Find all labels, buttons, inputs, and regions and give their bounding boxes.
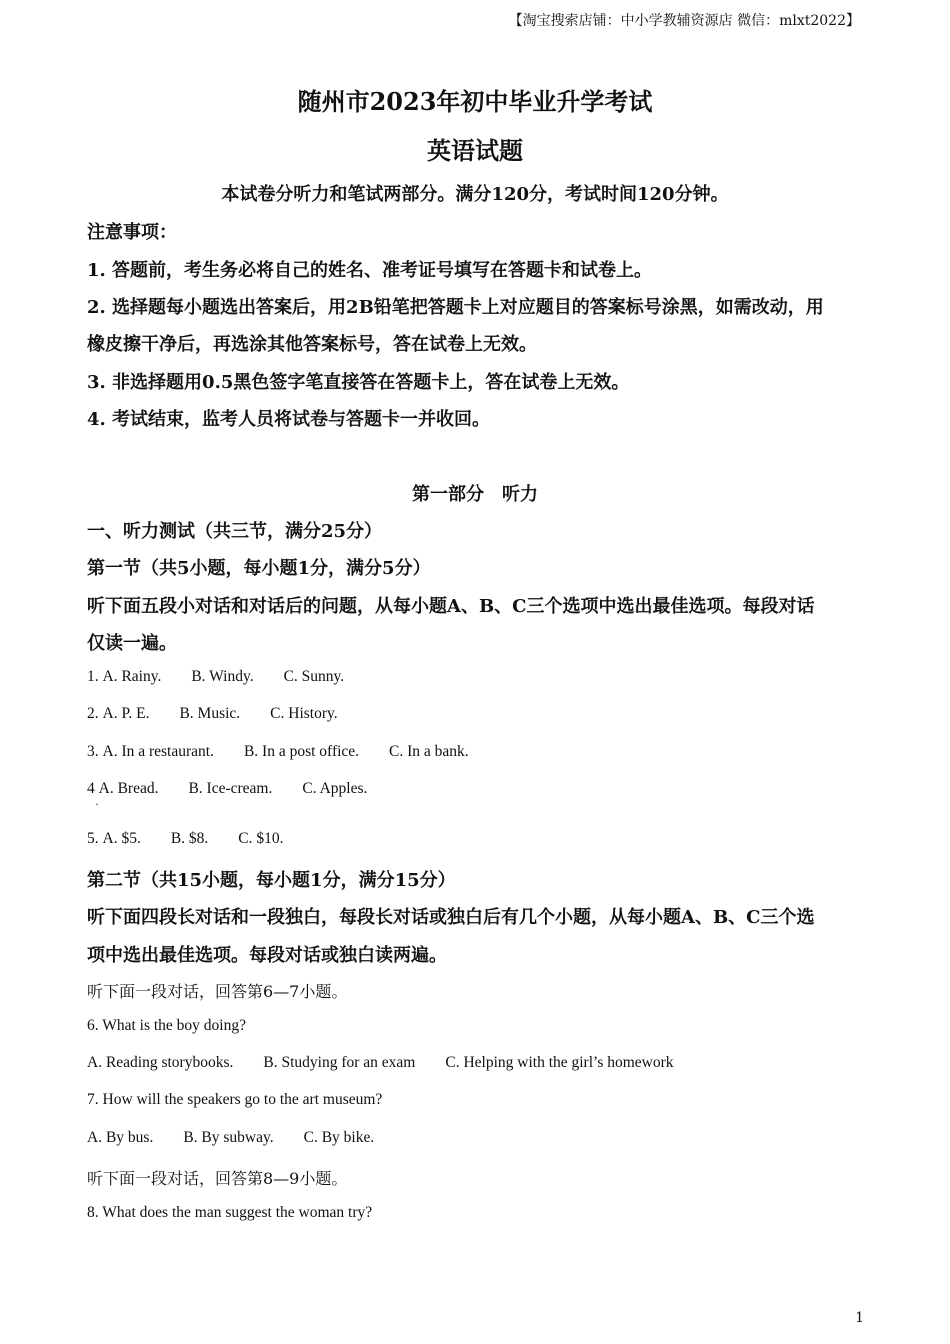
- option-b: B. Studying for an exam: [263, 1054, 416, 1071]
- option-c: C. History.: [270, 705, 338, 722]
- instructions: 听下面四段长对话和一段独白，每段长对话或独白后有几个小题，从每小题A、B、C三个选: [87, 907, 815, 928]
- question-row: [87, 830, 314, 848]
- option-c: C. In a bank.: [389, 743, 469, 760]
- option-a: A. Rainy.: [102, 668, 162, 685]
- notice-item: 橡皮擦干净后，再选涂其他答案标号，答在试卷上无效。: [87, 334, 537, 355]
- question-number: 2.: [87, 705, 99, 722]
- exam-title: 随州市2023年初中毕业升学考试: [297, 87, 653, 116]
- exam-subtitle: 英语试题: [427, 136, 523, 165]
- exam-info: 本试卷分听力和笔试两部分。满分120分，考试时间120分钟。: [221, 184, 729, 205]
- option-a: A. By bus.: [87, 1129, 154, 1146]
- header-note: 【淘宝搜索店铺：中小学教辅资源店 微信：mlxt2022】: [508, 13, 860, 29]
- question-row: [87, 705, 368, 723]
- question-row: [87, 743, 499, 761]
- option-a: A. In a restaurant.: [102, 743, 214, 760]
- notice-heading: 注意事项：: [87, 222, 177, 243]
- notice-item: 2. 选择题每小题选出答案后，用2B铅笔把答题卡上对应题目的答案标号涂黑，如需改动，用: [87, 297, 824, 318]
- dialogue-intro: 听下面一段对话，回答第6—7小题。: [87, 982, 348, 1001]
- option-b: B. Music.: [179, 705, 241, 722]
- instructions: 项中选出最佳选项。每段对话或独白读两遍。: [87, 945, 447, 966]
- page-number: 1: [855, 1310, 864, 1326]
- instructions: 听下面五段小对话和对话后的问题，从每小题A、B、C三个选项中选出最佳选项。每段对话: [87, 596, 815, 617]
- option-c: C. Sunny.: [283, 668, 345, 685]
- dialogue-intro: 听下面一段对话，回答第8—9小题。: [87, 1169, 348, 1188]
- question-number: 5.: [87, 830, 99, 847]
- option-c: C. Apples.: [302, 780, 368, 797]
- section-heading: 一、听力测试（共三节，满分25分）: [87, 521, 383, 542]
- instructions: 仅读一遍。: [87, 633, 177, 654]
- option-b: B. Ice-cream.: [188, 780, 273, 797]
- notice-item: 3. 非选择题用0.5黑色签字笔直接答在答题卡上，答在试卷上无效。: [87, 372, 630, 393]
- question-row: [87, 1129, 404, 1147]
- question-row: [87, 668, 374, 686]
- option-a: A. Reading storybooks.: [87, 1054, 234, 1071]
- part-title: 第一部分 听力: [412, 484, 538, 505]
- option-c: C. $10.: [238, 830, 284, 847]
- subsection-heading: 第二节（共15小题，每小题1分，满分15分）: [87, 870, 456, 891]
- option-c: C. By bike.: [303, 1129, 375, 1146]
- question-text: 6. What is the boy doing?: [87, 1017, 246, 1034]
- subsection-heading: 第一节（共5小题，每小题1分，满分5分）: [87, 558, 431, 579]
- question-number: 3.: [87, 743, 99, 760]
- option-b: B. In a post office.: [243, 743, 360, 760]
- stray-dot: ·: [95, 797, 99, 811]
- option-b: B. By subway.: [183, 1129, 274, 1146]
- question-text: 7. How will the speakers go to the art museum?: [87, 1091, 383, 1108]
- question-number: 4: [87, 780, 95, 797]
- option-c: C. Helping with the girl’s homework: [445, 1054, 674, 1071]
- question-row: [87, 780, 397, 798]
- question-number: 1.: [87, 668, 99, 685]
- option-a: A. $5.: [102, 830, 141, 847]
- option-b: B. $8.: [170, 830, 209, 847]
- notice-item: 1. 答题前，考生务必将自己的姓名、准考证号填写在答题卡和试卷上。: [87, 260, 653, 281]
- question-row: [87, 1054, 704, 1072]
- option-a: A. Bread.: [98, 780, 159, 797]
- option-b: B. Windy.: [191, 668, 254, 685]
- question-text: 8. What does the man suggest the woman try?: [87, 1204, 373, 1221]
- option-a: A. P. E.: [102, 705, 150, 722]
- notice-item: 4. 考试结束，监考人员将试卷与答题卡一并收回。: [87, 409, 491, 430]
